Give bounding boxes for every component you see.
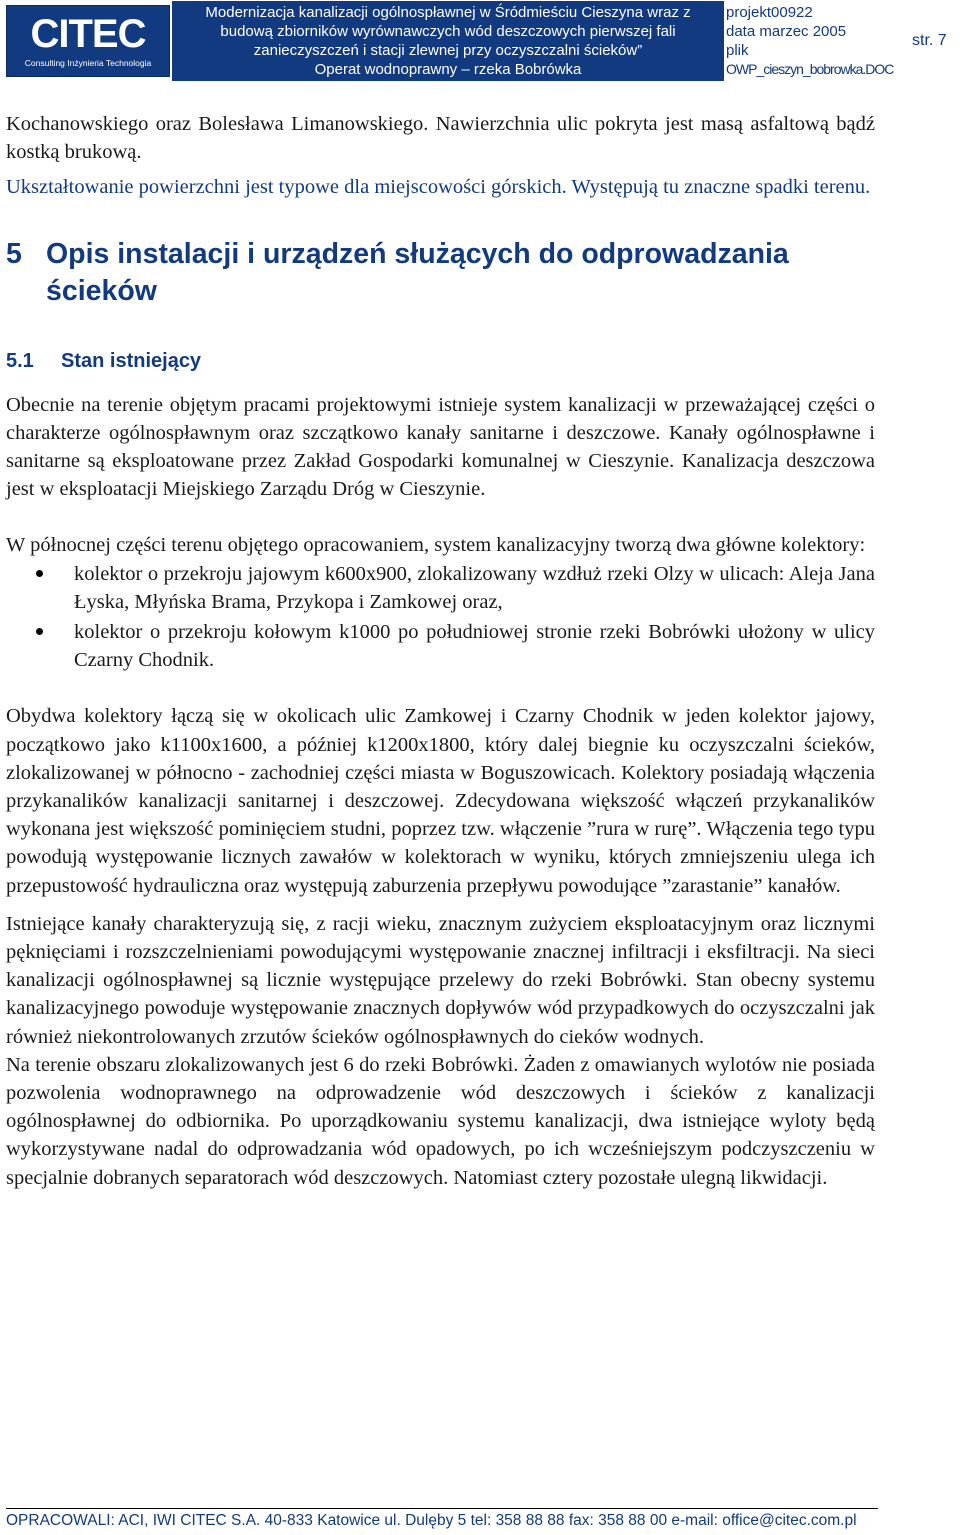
subsection-heading bbox=[6, 348, 875, 374]
document-date: data marzec 2005 bbox=[726, 23, 847, 40]
page-footer: OPRACOWALI: ACI, IWI CITEC S.A. 40-833 Katowice ul. Dulęby 5 tel: 358 88 88 fax: 358 88 00 e-mail: office@citec.com.pl bbox=[6, 1512, 857, 1529]
collector-list bbox=[6, 560, 875, 675]
file-name: OWP_cieszyn_bobrowka.DOC bbox=[726, 61, 894, 77]
list-item bbox=[6, 618, 875, 674]
section-number: 5 bbox=[6, 237, 22, 270]
paragraph-1: Obecnie na terenie objętym pracami projektowymi istnieje system kanalizacji w przeważającej części o charakterze ogólnospławnym oraz szczątkowo kanały sanitarne i deszczowe. Kanały ogólnospławne i sanitarne są eksploatowane przez Zakład Gospodarki komunalnej w Cieszynie. Kanalizacja deszczowa jest w eksploatacji Miejskiego Zarządu Dróg w Cieszynie. bbox=[6, 393, 875, 501]
bullet-icon bbox=[36, 628, 43, 635]
citec-logo bbox=[6, 5, 170, 77]
paragraph-intro-1: Kochanowskiego oraz Bolesława Limanowskiego. Nawierzchnia ulic pokryta jest masą asfaltową bądź kostką brukową. bbox=[6, 113, 875, 164]
list-item bbox=[6, 560, 875, 616]
logo-name: CITEC bbox=[30, 12, 146, 56]
document-meta bbox=[726, 3, 908, 81]
page-header bbox=[0, 0, 960, 82]
paragraph-5: Na terenie obszaru zlokalizowanych jest 6 do rzeki Bobrówki. Żaden z omawianych wylotów nie posiada pozwolenia wodnoprawnego na odprowadzenie wód deszczowych i ścieków z kanalizacji ogólnospławnej do odbiornika. Po uporządkowaniu systemu kanalizacji, dwa istniejące wyloty będą wykorzystywane nadal do odprowadzania wód opadowych, po ich wcześniejszym podczyszczeniu w specjalnie dobranych separatorach wód deszczowych. Natomiast cztery pozostałe ulegną likwidacji. bbox=[6, 1053, 875, 1189]
document-title bbox=[172, 1, 724, 81]
section-title: Opis instalacji i urządzeń służących do odprowadzania ścieków bbox=[46, 237, 789, 307]
list-item-text: kolektor o przekroju jajowym k600x900, zlokalizowany wzdłuż rzeki Olzy w ulicach: Aleja Jana Łyska, Młyńska Brama, Przykopa i Zamkowej oraz, bbox=[74, 562, 875, 613]
project-number: projekt00922 bbox=[726, 4, 813, 21]
logo-subtitle: Consulting Inżynieria Technologia bbox=[24, 58, 152, 68]
subsection-title: Stan istniejący bbox=[61, 349, 202, 372]
list-item-text: kolektor o przekroju kołowym k1000 po południowej stronie rzeki Bobrówki ułożony w ulicy Czarny Chodnik. bbox=[74, 621, 875, 672]
title-line: Operat wodnoprawny – rzeka Bobrówka bbox=[314, 61, 582, 78]
title-line: zanieczyszczeń i stacji zlewnej przy oczyszczalni ścieków” bbox=[253, 42, 643, 59]
footer-divider bbox=[6, 1508, 878, 1509]
bullet-icon bbox=[36, 570, 43, 577]
page-number: str. 7 bbox=[912, 32, 947, 49]
paragraph-2: W północnej części terenu objętego opracowaniem, system kanalizacyjny tworzą dwa główne kolektory: bbox=[6, 534, 866, 557]
subsection-number: 5.1 bbox=[6, 349, 34, 372]
section-heading bbox=[6, 236, 875, 310]
document-body bbox=[6, 110, 875, 1192]
file-label: plik bbox=[726, 42, 749, 59]
paragraph-intro-2: Ukształtowanie powierzchni jest typowe dla miejscowości górskich. Występują tu znaczne spadki terenu. bbox=[6, 176, 871, 199]
title-line: budową zbiorników wyrównawczych wód deszczowych pierwszej fali bbox=[220, 23, 676, 40]
title-line: Modernizacja kanalizacji ogólnospławnej w Śródmieściu Cieszyna wraz z bbox=[205, 4, 691, 21]
paragraph-4: Istniejące kanały charakteryzują się, z racji wieku, znacznym zużyciem eksploatacyjnym oraz licznymi pęknięciami i rozszczelnieniami powodującymi występowanie znacznej infiltracji i eksfiltracji. Na sieci kanalizacji ogólnospławnej są licznie występujące przelewy do rzeki Bobrówki. Stan obecny systemu kanalizacyjnego powoduje występowanie znacznych dopływów wód przypadkowych do oczyszczalni jak również niekontrolowanych zrzutów ścieków ogólnospławnych do cieków wodnych. bbox=[6, 912, 875, 1048]
paragraph-3: Obydwa kolektory łączą się w okolicach ulic Zamkowej i Czarny Chodnik w jeden kolektor jajowy, początkowo jako k1100x1600, a później k1200x1800, który dalej biegnie ku oczyszczalni ścieków, zlokalizowanej w północno - zachodniej części miasta w Boguszowicach. Kolektory posiadają włączenia przykanalików kanalizacji sanitarnej i deszczowej. Zdecydowana większość włączeń przykanalików wykonana jest większość pominięciem studni, poprzez tzw. włączenie ”rura w rurę”. Włączenia tego typu powodują występowanie licznych zawałów w kolektorach w wyniku, których zmniejszeniu ulega ich przepustowość hydrauliczna oraz występują zaburzenia przepływu powodujące ”zarastanie” kanałów. bbox=[6, 705, 875, 897]
